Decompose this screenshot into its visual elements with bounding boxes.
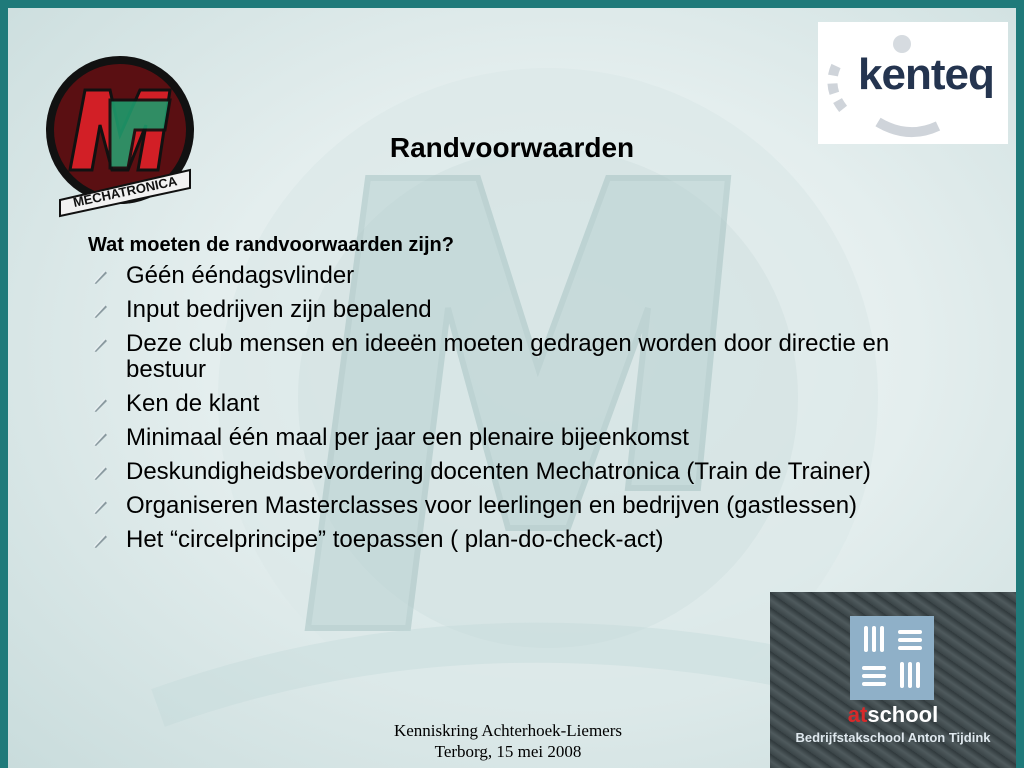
bullet-icon <box>92 499 108 515</box>
bullet-item <box>86 391 946 417</box>
bullet-text: Het “circelprincipe” toepassen ( plan-do-check-act) <box>126 526 664 553</box>
bullet-item <box>86 263 946 289</box>
bullet-icon <box>92 269 108 285</box>
slide-subtitle: Wat moeten de randvoorwaarden zijn? <box>88 234 454 256</box>
footer-line-2: Terborg, 15 mei 2008 <box>434 742 582 761</box>
atschool-name-accent: at <box>847 702 868 727</box>
bullet-icon <box>92 397 108 413</box>
bullet-icon <box>92 465 108 481</box>
atschool-name-rest: school <box>867 702 939 727</box>
bullet-item <box>86 459 946 485</box>
bullet-text: Géén ééndagsvlinder <box>126 262 355 289</box>
bullet-text: Minimaal één maal per jaar een plenaire bijeenkomst <box>126 424 689 451</box>
atschool-badge-icon <box>850 616 934 700</box>
bullet-icon <box>92 337 108 353</box>
kenteq-logo <box>818 22 1008 144</box>
bullet-icon <box>92 533 108 549</box>
atschool-subtitle: Bedrijfstakschool Anton Tijdink <box>795 730 991 745</box>
bullet-icon <box>92 303 108 319</box>
bullet-item <box>86 425 946 451</box>
bullet-text: Ken de klant <box>126 390 260 417</box>
atschool-logo <box>770 592 1016 768</box>
bullet-text: Deze club mensen en ideeën moeten gedragen worden door directie en bestuur <box>126 330 890 383</box>
footer-line-1: Kenniskring Achterhoek-Liemers <box>393 721 622 740</box>
bullet-item <box>86 297 946 323</box>
slide-footer <box>308 720 708 762</box>
bullet-list <box>86 263 946 561</box>
bullet-text: Input bedrijven zijn bepalend <box>126 296 432 323</box>
bullet-text: Deskundigheidsbevordering docenten Mechatronica (Train de Trainer) <box>126 458 871 485</box>
atschool-name <box>770 702 1016 728</box>
bullet-item <box>86 331 946 383</box>
mechatronica-logo-text: MECHATRONICA <box>71 173 179 210</box>
kenteq-logo-text: kenteq <box>858 50 994 99</box>
bullet-icon <box>92 431 108 447</box>
bullet-item <box>86 493 946 519</box>
slide-title: Randvoorwaarden <box>389 132 635 163</box>
bullet-text: Organiseren Masterclasses voor leerlingen en bedrijven (gastlessen) <box>126 492 858 519</box>
bullet-item <box>86 527 946 553</box>
